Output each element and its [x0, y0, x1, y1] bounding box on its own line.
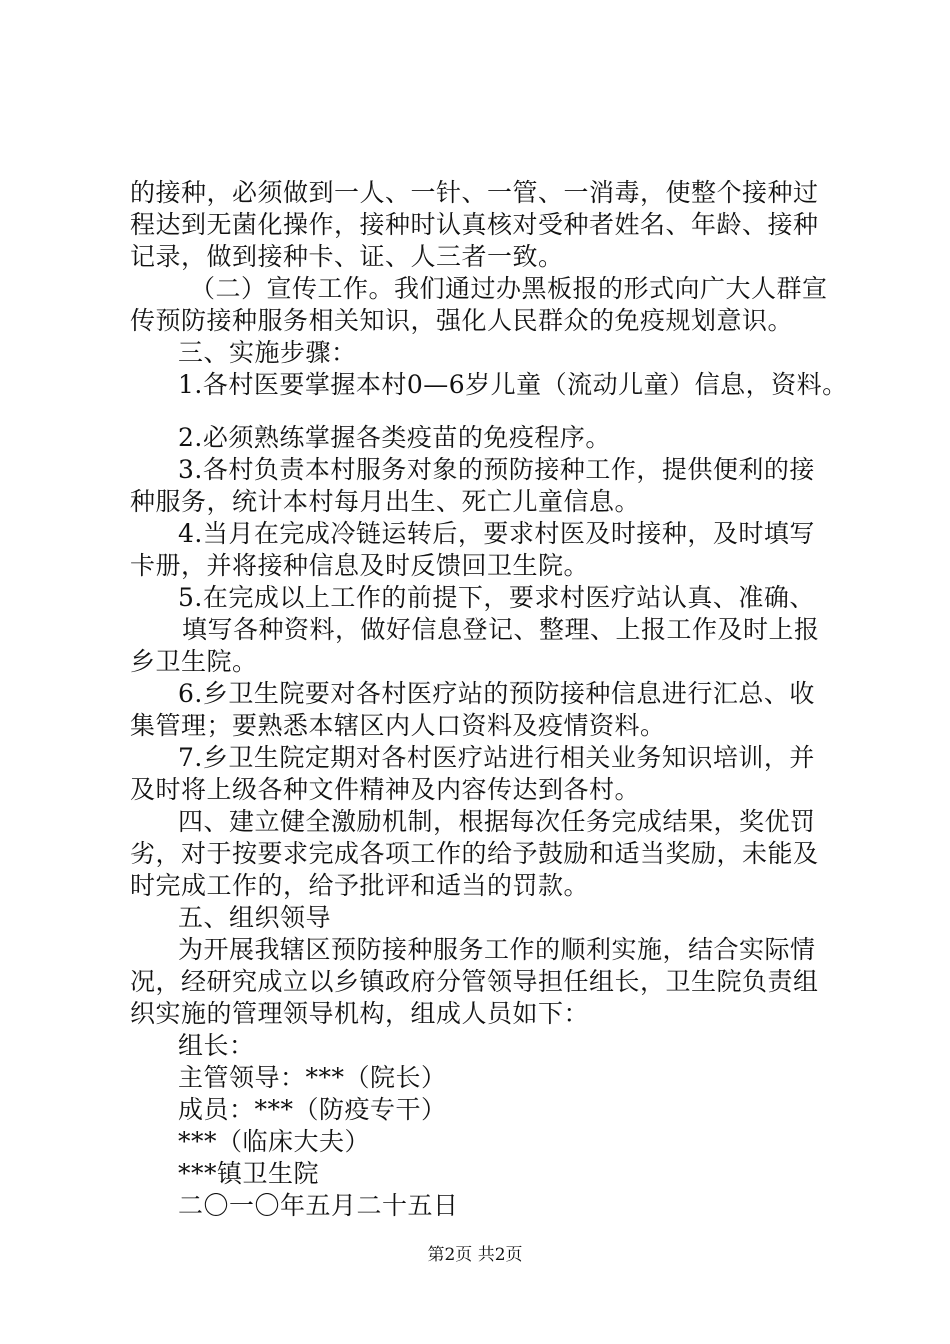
text-line: 2.必须熟练掌握各类疫苗的免疫程序。: [178, 423, 611, 452]
text-line: 7.乡卫生院定期对各村医疗站进行相关业务知识培训，并: [178, 743, 815, 772]
text-line: 1.各村医要掌握本村0—6岁儿童（流动儿童）信息，资料。: [178, 370, 848, 399]
section-heading: 四、建立健全激励机制，根据每次任务完成结果，奖优罚: [178, 807, 816, 836]
text-line: 时完成工作的，给予批评和适当的罚款。: [130, 871, 590, 900]
text-line: 种服务，统计本村每月出生、死亡儿童信息。: [130, 487, 641, 516]
text-line: 的接种，必须做到一人、一针、一管、一消毒，使整个接种过: [130, 178, 819, 207]
text-line: 集管理；要熟悉本辖区内人口资料及疫情资料。: [130, 711, 666, 740]
text-line: 卡册，并将接种信息及时反馈回卫生院。: [130, 551, 590, 580]
section-heading: 三、实施步骤：: [178, 338, 357, 367]
document-date: 二〇一〇年五月二十五日: [178, 1191, 459, 1220]
text-line: 组长：: [178, 1031, 255, 1060]
text-line: 为开展我辖区预防接种服务工作的顺利实施，结合实际情: [178, 935, 816, 964]
text-line: 主管领导：***（院长）: [178, 1063, 447, 1092]
text-line: 3.各村负责本村服务对象的预防接种工作，提供便利的接: [178, 455, 815, 484]
text-line: 况，经研究成立以乡镇政府分管领导担任组长，卫生院负责组: [130, 967, 819, 996]
text-line: 填写各种资料，做好信息登记、整理、上报工作及时上报: [182, 615, 820, 644]
text-line: ***（临床大夫）: [178, 1127, 371, 1156]
text-line: 劣，对于按要求完成各项工作的给予鼓励和适当奖励，未能及: [130, 839, 819, 868]
section-heading: 五、组织领导: [178, 903, 332, 932]
text-line: 5.在完成以上工作的前提下，要求村医疗站认真、准确、: [178, 583, 815, 612]
text-line: 程达到无菌化操作，接种时认真核对受种者姓名、年龄、接种: [130, 210, 819, 239]
text-line: 乡卫生院。: [130, 647, 258, 676]
text-line: 传预防接种服务相关知识，强化人民群众的免疫规划意识。: [130, 306, 794, 335]
text-line: 记录，做到接种卡、证、人三者一致。: [130, 242, 564, 271]
text-line: ***镇卫生院: [178, 1159, 320, 1188]
text-line: （二）宣传工作。我们通过办黑板报的形式向广大人群宣: [190, 274, 828, 303]
text-line: 4.当月在完成冷链运转后，要求村医及时接种，及时填写: [178, 519, 815, 548]
page-number: 第2页 共2页: [427, 1245, 523, 1265]
text-line: 6.乡卫生院要对各村医疗站的预防接种信息进行汇总、收: [178, 679, 815, 708]
text-line: 织实施的管理领导机构，组成人员如下：: [130, 999, 590, 1028]
text-line: 成员：***（防疫专干）: [178, 1095, 447, 1124]
text-line: 及时将上级各种文件精神及内容传达到各村。: [130, 775, 641, 804]
